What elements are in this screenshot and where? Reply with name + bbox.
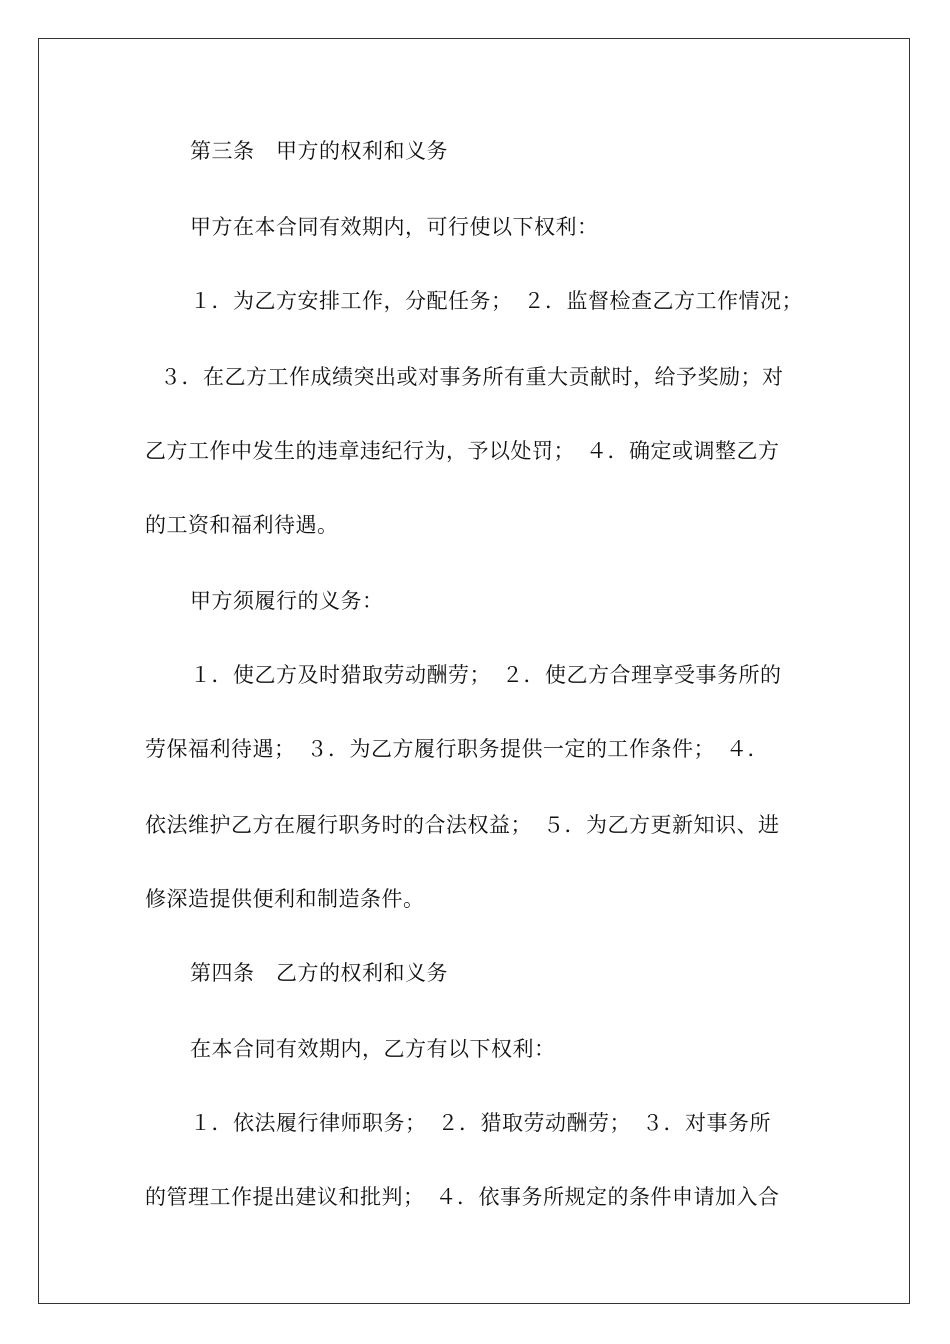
body-text-line: 依法维护乙方在履行职务时的合法权益； ５．为乙方更新知识、进: [145, 813, 780, 837]
body-text-line: 修深造提供便利和制造条件。: [145, 887, 425, 911]
body-text-line: １．依法履行律师职务； ２．猎取劳动酬劳； ３．对事务所: [190, 1111, 771, 1135]
body-text-line: 乙方工作中发生的违章违纪行为，予以处罚； ４．确定或调整乙方: [145, 439, 780, 463]
body-text-line: 劳保福利待遇； ３．为乙方履行职务提供一定的工作条件； ４．: [145, 737, 769, 761]
body-text-line: １．为乙方安排工作，分配任务； ２．监督检查乙方工作情况；: [190, 289, 803, 313]
party-b-rights-intro: 在本合同有效期内，乙方有以下权利：: [190, 1037, 556, 1061]
article-4-heading: 第四条 乙方的权利和义务: [190, 961, 448, 985]
body-text-line: 的工资和福利待遇。: [145, 513, 339, 537]
body-text-line: ３．在乙方工作成绩突出或对事务所有重大贡献时，给予奖励；对: [160, 365, 784, 389]
body-text-line: １．使乙方及时猎取劳动酬劳； ２．使乙方合理享受事务所的: [190, 663, 782, 687]
body-text-line: 的管理工作提出建议和批判； ４．依事务所规定的条件申请加入合: [145, 1185, 780, 1209]
party-a-rights-intro: 甲方在本合同有效期内，可行使以下权利：: [190, 215, 599, 239]
party-a-duties-intro: 甲方须履行的义务：: [190, 589, 384, 613]
article-3-heading: 第三条 甲方的权利和义务: [190, 139, 448, 163]
